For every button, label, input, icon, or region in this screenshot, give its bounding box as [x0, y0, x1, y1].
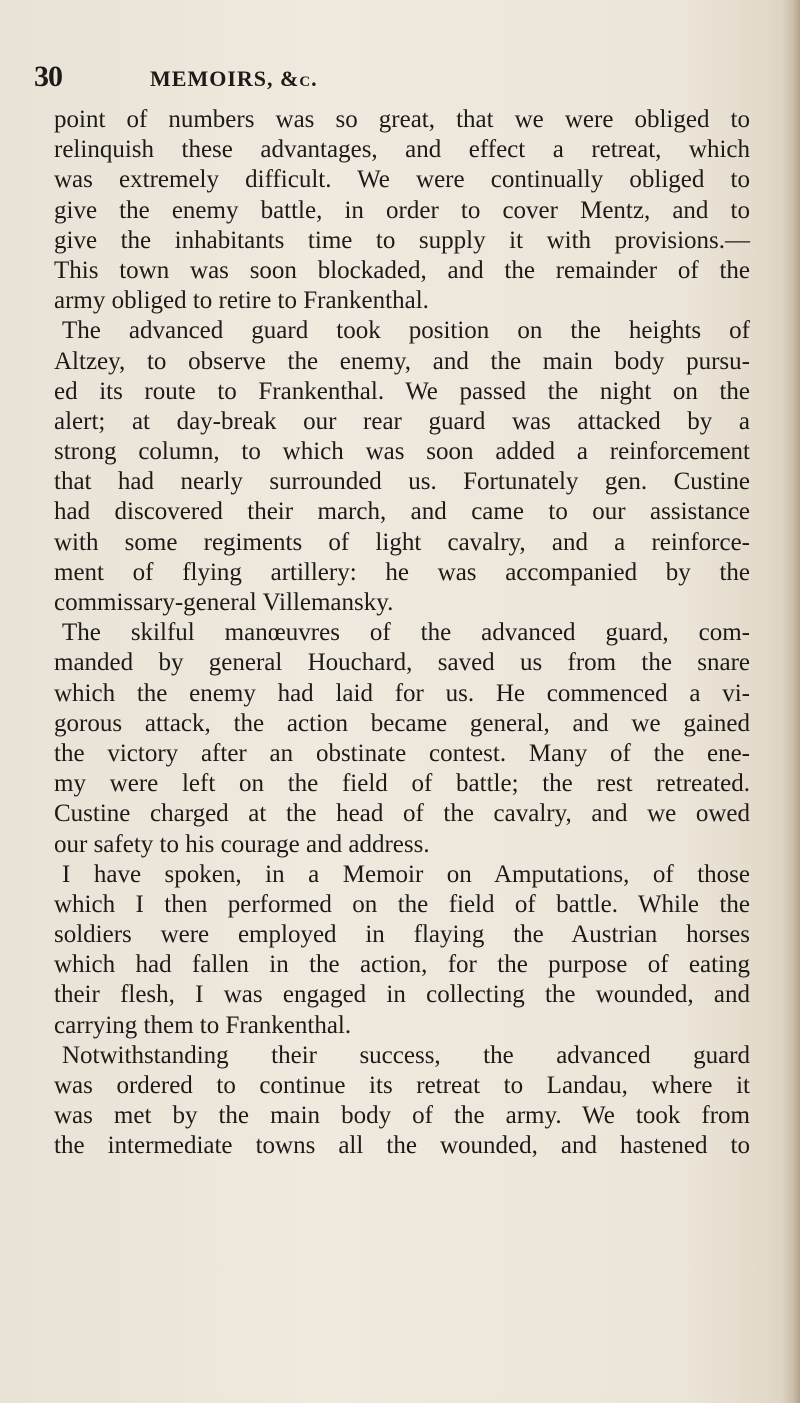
text-line: with some regiments of light cavalry, and a reinforce- — [54, 528, 750, 556]
text-line: Custine charged at the head of the cavalry, and we owed — [54, 800, 750, 828]
text-line: ment of flying artillery: he was accompanied by the — [54, 558, 750, 586]
text-line: soldiers were employed in flaying the Austrian horses — [54, 921, 750, 949]
body-text — [54, 105, 750, 1162]
text-line: which the enemy had laid for us. He commenced a vi- — [54, 679, 750, 707]
text-line: which I then performed on the field of battle. While the — [54, 890, 750, 918]
text-line: was ordered to continue its retreat to Landau, where it — [54, 1072, 750, 1099]
text-line: give the enemy battle, in order to cover Mentz, and to — [54, 196, 750, 224]
text-line: The advanced guard took position on the heights of — [62, 317, 750, 345]
text-line: which had fallen in the action, for the purpose of eating — [54, 951, 750, 979]
text-line: point of numbers was so great, that we were obliged to — [54, 106, 750, 133]
text-line: Notwithstanding their success, the advanced guard — [62, 1041, 750, 1069]
text-line: give the inhabitants time to supply it with provisions.— — [54, 226, 750, 254]
page-header — [34, 60, 734, 100]
text-line: I have spoken, in a Memoir on Amputations, of those — [62, 860, 750, 888]
text-line: relinquish these advantages, and effect a retreat, which — [54, 136, 750, 164]
text-line: gorous attack, the action became general, and we gained — [54, 709, 750, 737]
text-line: strong column, to which was soon added a reinforcement — [54, 438, 750, 466]
text-line: our safety to his courage and address. — [54, 830, 430, 858]
text-line: manded by general Houchard, saved us from the snare — [54, 649, 750, 677]
text-line: army obliged to retire to Frankenthal. — [54, 287, 429, 315]
text-line: was met by the main body of the army. We took from — [54, 1102, 750, 1130]
running-head: MEMOIRS, &c. — [150, 66, 318, 91]
text-line: their flesh, I was engaged in collecting the wounded, and — [54, 981, 750, 1009]
text-line: alert; at day-break our rear guard was attacked by a — [54, 407, 750, 435]
page-edge-shadow — [782, 0, 800, 1403]
text-line: Altzey, to observe the enemy, and the main body pursu- — [54, 347, 750, 375]
text-line: that had nearly surrounded us. Fortunately gen. Custine — [54, 468, 750, 496]
text-line: carrying them to Frankenthal. — [54, 1011, 352, 1039]
text-line: ed its route to Frankenthal. We passed the night on the — [54, 377, 750, 405]
page-number: 30 — [34, 60, 62, 93]
text-line: This town was soon blockaded, and the remainder of the — [54, 256, 750, 284]
text-line: had discovered their march, and came to our assistance — [54, 498, 750, 526]
text-line: the intermediate towns all the wounded, and hastened to — [54, 1132, 750, 1160]
text-line: commissary-general Villemansky. — [54, 589, 394, 616]
text-line: my were left on the field of battle; the rest retreated. — [54, 770, 750, 798]
text-line: the victory after an obstinate contest. Many of the ene- — [54, 739, 750, 767]
text-line: was extremely difficult. We were continually obliged to — [54, 166, 750, 194]
text-line: The skilful manœuvres of the advanced guard, com- — [62, 619, 750, 647]
